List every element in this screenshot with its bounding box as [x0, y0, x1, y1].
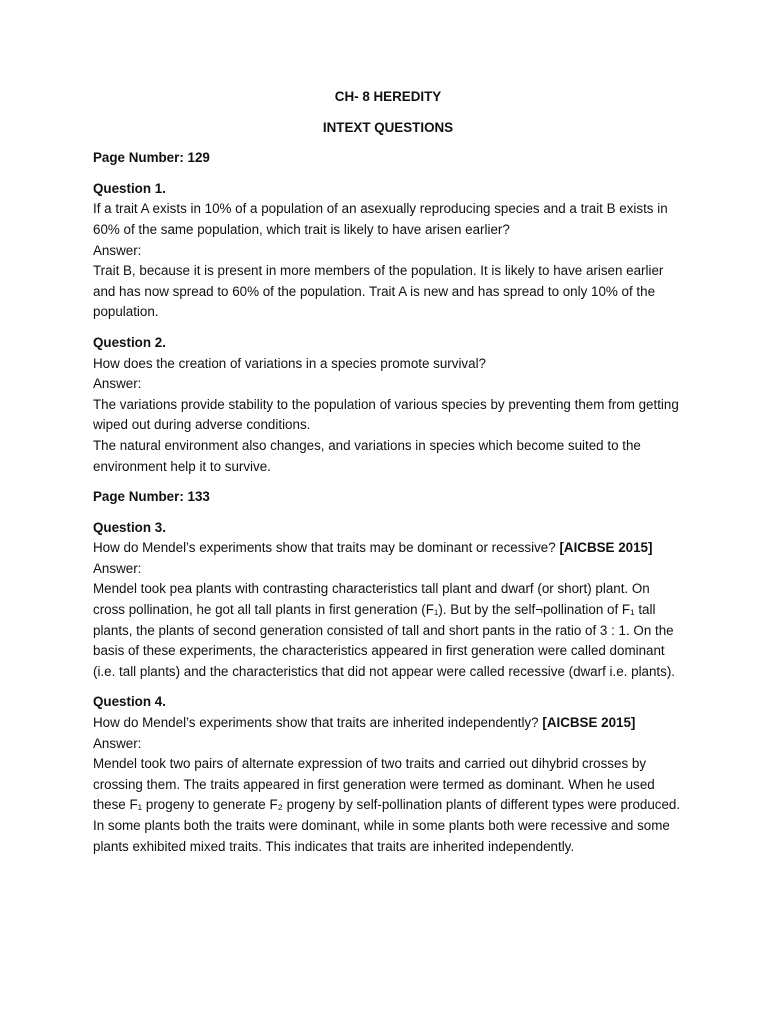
section-title: INTEXT QUESTIONS: [322, 119, 454, 135]
answer-label: Answer:: [93, 242, 142, 258]
question-text: [93, 538, 683, 559]
answer-label: Answer:: [93, 376, 142, 392]
question-label: Question 2.: [93, 334, 166, 350]
question-block: [93, 518, 683, 683]
answer-paragraph: Trait B, because it is present in more members of the population. It is likely to have arisen earlier and has now spread to 60% of the population. Trait A is new and has spread to only 10% of the population.: [93, 263, 664, 320]
question-text-body: How do Mendel’s experiments show that traits may be dominant or recessive?: [93, 540, 556, 556]
question-block: [93, 333, 683, 477]
question-label: Question 3.: [93, 519, 166, 535]
question-label: Question 1.: [93, 180, 166, 196]
question-label: Question 4.: [93, 694, 166, 710]
answer-paragraph: The variations provide stability to the population of various species by preventing them from getting wiped out during adverse conditions.: [93, 396, 679, 433]
question-text: How does the creation of variations in a species promote survival?: [93, 355, 486, 371]
answer-label: Answer:: [93, 735, 142, 751]
question-text: If a trait A exists in 10% of a population of an asexually reproducing species and a trait B exists in 60% of the same population, which trait is likely to have arisen earlier?: [93, 201, 668, 237]
answer-paragraph: Mendel took pea plants with contrasting characteristics tall plant and dwarf (or short) plant. On cross pollination, he got all tall plants in first generation (F₁). But by the self¬pollination of F₁ tall plants, the plants of second generation consisted of tall and short pants in the ratio of 3 : 1. On the basis of these experiments, the characteristics appeared in first generation were called dominant (i.e. tall plants) and the characteristics that did not appear were called recessive (dwarf i.e. plants).: [93, 581, 676, 679]
question-block: [93, 179, 683, 323]
question-text: [93, 713, 683, 734]
page-number-heading: Page Number: 129: [93, 150, 210, 166]
chapter-title: CH- 8 HEREDITY: [334, 89, 442, 104]
question-text-body: How do Mendel’s experiments show that traits are inherited independently?: [93, 715, 539, 731]
page-number-heading: Page Number: 133: [93, 489, 210, 505]
exam-tag: [AICBSE 2015]: [559, 540, 653, 556]
answer-label: Answer:: [93, 560, 142, 576]
question-block: [93, 692, 683, 857]
document-page: [93, 87, 683, 867]
answer-paragraph: Mendel took two pairs of alternate expression of two traits and carried out dihybrid crosses by crossing them. The traits appeared in first generation were termed as dominant. When he used these F₁ progeny to generate F₂ progeny by self-pollination plants of different types were produced. In some plants both the traits were dominant, while in some plants both were recessive and some plants exhibited mixed traits. This indicates that traits are inherited independently.: [93, 756, 681, 854]
exam-tag: [AICBSE 2015]: [542, 715, 636, 731]
answer-paragraph: The natural environment also changes, and variations in species which become suited to the environment help it to survive.: [93, 437, 641, 474]
